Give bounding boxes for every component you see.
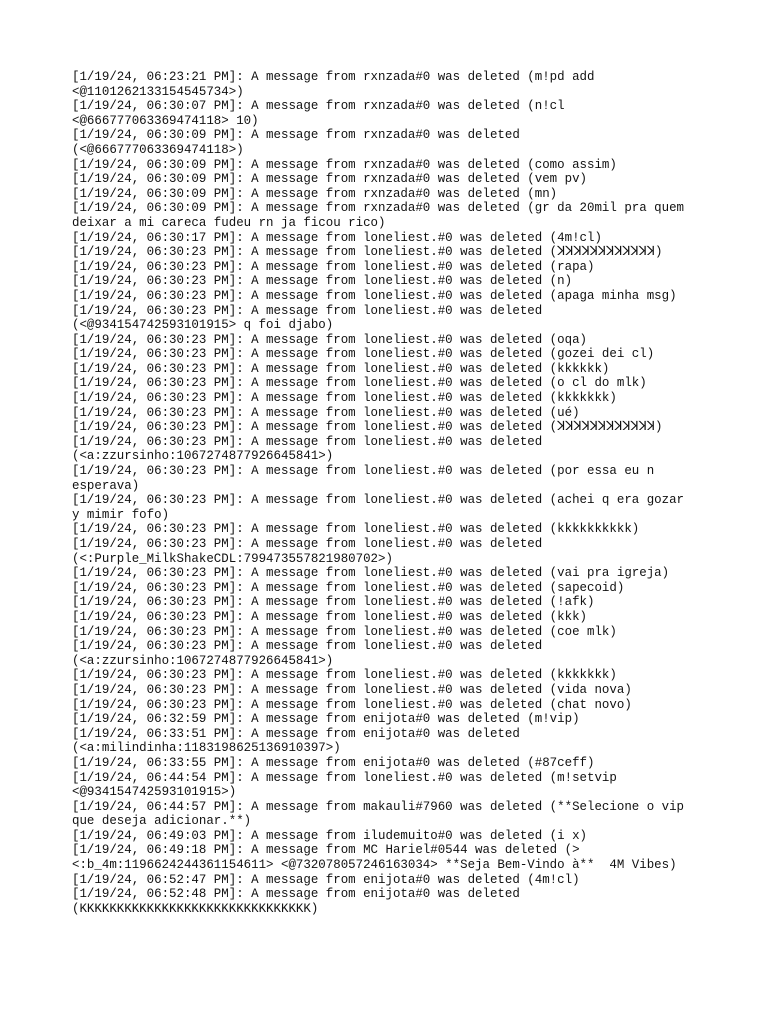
log-entry-line: [1/19/24, 06:30:23 PM]: A message from loneliest.#0 was deleted (kkkkkkk) xyxy=(72,391,617,406)
log-entry-continuation: y mimir fofo) xyxy=(72,507,170,522)
log-entry-continuation: <:b_4m:1196624244361154611> <@732078057246163034> **Seja Bem-Vindo à** 4M Vibes) xyxy=(72,858,677,873)
log-entry-continuation: (<:Purple_MilkShakeCDL:799473557821980702>) xyxy=(72,551,393,566)
log-entry-line: [1/19/24, 06:30:23 PM]: A message from loneliest.#0 was deleted (por essa eu n xyxy=(72,464,655,479)
log-entry-continuation: (<a:zzursinho:1067274877926645841>) xyxy=(72,449,334,464)
log-entry-line: [1/19/24, 06:30:23 PM]: A message from loneliest.#0 was deleted xyxy=(72,537,543,551)
log-entry-line: [1/19/24, 06:30:23 PM]: A message from loneliest.#0 was deleted (kkk) xyxy=(72,609,587,624)
log-entry-line: [1/19/24, 06:52:47 PM]: A message from enijota#0 was deleted (4m!cl) xyxy=(72,872,580,887)
log-entry-line: [1/19/24, 06:30:23 PM]: A message from loneliest.#0 was deleted (chat novo) xyxy=(72,697,632,712)
log-entry-continuation: <@934154742593101915>) xyxy=(72,785,237,800)
log-entry-continuation: (<@666777063369474118>) xyxy=(72,142,244,157)
log-entry-line: [1/19/24, 06:30:23 PM]: A message from loneliest.#0 was deleted (!afk) xyxy=(72,595,595,610)
log-entry-line: [1/19/24, 06:30:23 PM]: A message from loneliest.#0 was deleted (ꓘꓘꓘꓘꓘꓘꓘꓘꓘꓘꓘꓘ) xyxy=(72,420,663,435)
log-entry-line: [1/19/24, 06:30:09 PM]: A message from rxnzada#0 was deleted (como assim) xyxy=(72,157,617,172)
log-entry-line: [1/19/24, 06:30:07 PM]: A message from rxnzada#0 was deleted (n!cl xyxy=(72,99,565,114)
log-entry-line: [1/19/24, 06:30:23 PM]: A message from loneliest.#0 was deleted (vida nova) xyxy=(72,682,632,697)
log-entry-continuation: que deseja adicionar.**) xyxy=(72,814,252,829)
deleted-message-log xyxy=(72,70,702,916)
log-entry-continuation: (<@934154742593101915> q foi djabo) xyxy=(72,318,334,333)
log-entry-line: [1/19/24, 06:30:23 PM]: A message from loneliest.#0 was deleted (oqa) xyxy=(72,332,587,347)
log-entry-line: [1/19/24, 06:30:23 PM]: A message from loneliest.#0 was deleted (gozei dei cl) xyxy=(72,347,655,362)
log-entry-line: [1/19/24, 06:30:23 PM]: A message from loneliest.#0 was deleted (ꓘꓘꓘꓘꓘꓘꓘꓘꓘꓘꓘꓘ) xyxy=(72,245,663,260)
log-entry-line: [1/19/24, 06:30:23 PM]: A message from loneliest.#0 was deleted (vai pra igreja) xyxy=(72,566,670,581)
log-entry-line: [1/19/24, 06:33:55 PM]: A message from enijota#0 was deleted (#87ceff) xyxy=(72,755,595,770)
document-page xyxy=(72,70,702,916)
log-entry-line: [1/19/24, 06:30:23 PM]: A message from loneliest.#0 was deleted (apaga minha msg) xyxy=(72,288,677,303)
log-entry-line: [1/19/24, 06:30:23 PM]: A message from loneliest.#0 was deleted (kkkkkkkkkk) xyxy=(72,522,640,537)
log-entry-line: [1/19/24, 06:30:23 PM]: A message from loneliest.#0 was deleted (coe mlk) xyxy=(72,624,617,639)
log-entry-line: [1/19/24, 06:30:23 PM]: A message from loneliest.#0 was deleted (kkkkkkk) xyxy=(72,668,617,683)
log-entry-continuation: <@666777063369474118> 10) xyxy=(72,113,259,128)
log-entry-line: [1/19/24, 06:52:48 PM]: A message from enijota#0 was deleted xyxy=(72,887,520,902)
log-entry-line: [1/19/24, 06:30:09 PM]: A message from rxnzada#0 was deleted (gr da 20mil pra quem xyxy=(72,201,685,216)
log-entry-line: [1/19/24, 06:30:23 PM]: A message from loneliest.#0 was deleted xyxy=(72,303,543,318)
log-entry-line: [1/19/24, 06:30:23 PM]: A message from loneliest.#0 was deleted (kkkkkk) xyxy=(72,361,610,376)
log-entry-line: [1/19/24, 06:30:23 PM]: A message from loneliest.#0 was deleted (ué) xyxy=(72,405,580,420)
log-entry-line: [1/19/24, 06:32:59 PM]: A message from enijota#0 was deleted (m!vip) xyxy=(72,712,580,727)
log-entry-line: [1/19/24, 06:30:23 PM]: A message from loneliest.#0 was deleted xyxy=(72,639,543,654)
log-entry-line: [1/19/24, 06:44:54 PM]: A message from loneliest.#0 was deleted (m!setvip xyxy=(72,770,617,785)
log-entry-line: [1/19/24, 06:30:23 PM]: A message from loneliest.#0 was deleted (achei q era gozar xyxy=(72,493,685,508)
log-entry-line: [1/19/24, 06:30:23 PM]: A message from loneliest.#0 was deleted (n) xyxy=(72,274,573,289)
log-entry-continuation: (KKKKKKKKKKKKKKKKKKKKKKKKKKKKKKK) xyxy=(72,901,319,916)
log-entry-line: [1/19/24, 06:30:23 PM]: A message from loneliest.#0 was deleted (rapa) xyxy=(72,259,595,274)
log-entry-line: [1/19/24, 06:30:23 PM]: A message from loneliest.#0 was deleted xyxy=(72,434,543,449)
log-entry-line: [1/19/24, 06:33:51 PM]: A message from enijota#0 was deleted xyxy=(72,726,520,741)
log-entry-line: [1/19/24, 06:30:09 PM]: A message from rxnzada#0 was deleted xyxy=(72,128,520,143)
log-entry-line: [1/19/24, 06:49:03 PM]: A message from iludemuito#0 was deleted (i x) xyxy=(72,828,587,843)
log-entry-continuation: esperava) xyxy=(72,478,140,493)
log-entry-line: [1/19/24, 06:30:17 PM]: A message from loneliest.#0 was deleted (4m!cl) xyxy=(72,230,602,245)
log-entry-continuation: <@1101262133154545734>) xyxy=(72,84,244,99)
log-entry-line: [1/19/24, 06:44:57 PM]: A message from makauli#7960 was deleted (**Selecione o vip xyxy=(72,799,685,814)
log-entry-line: [1/19/24, 06:30:23 PM]: A message from loneliest.#0 was deleted (o cl do mlk) xyxy=(72,376,647,391)
log-entry-line: [1/19/24, 06:23:21 PM]: A message from rxnzada#0 was deleted (m!pd add xyxy=(72,70,595,84)
log-entry-continuation: (<a:milindinha:1183198625136910397>) xyxy=(72,741,341,756)
log-entry-continuation: deixar a mi careca fudeu rn ja ficou rico) xyxy=(72,215,386,230)
log-entry-continuation: (<a:zzursinho:1067274877926645841>) xyxy=(72,653,334,668)
log-entry-line: [1/19/24, 06:30:09 PM]: A message from rxnzada#0 was deleted (vem pv) xyxy=(72,172,587,187)
log-entry-line: [1/19/24, 06:30:09 PM]: A message from rxnzada#0 was deleted (mn) xyxy=(72,186,558,201)
log-entry-line: [1/19/24, 06:49:18 PM]: A message from MC Hariel#0544 was deleted (> xyxy=(72,843,580,858)
log-entry-line: [1/19/24, 06:30:23 PM]: A message from loneliest.#0 was deleted (sapecoid) xyxy=(72,580,625,595)
